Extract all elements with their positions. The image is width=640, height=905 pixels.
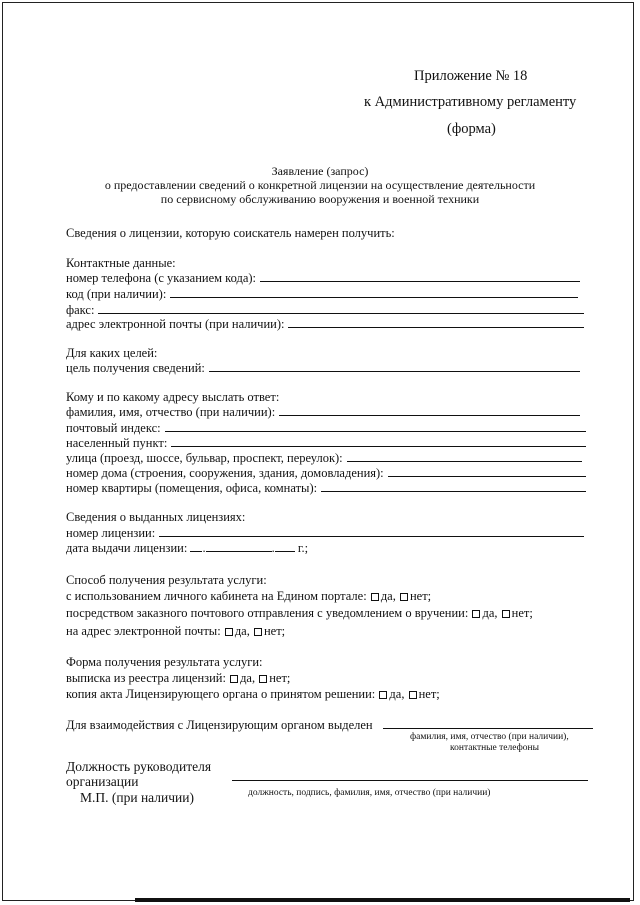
date-month-field[interactable] — [206, 540, 272, 552]
method-email-row — [66, 624, 285, 638]
fax-field[interactable] — [98, 302, 584, 314]
house-label: номер дома (строения, сооружения, здания, домовладения): — [66, 466, 384, 480]
email-no-label: нет; — [263, 624, 286, 638]
title-line-1: Заявление (запрос) — [271, 164, 369, 178]
fio-label: фамилия, имя, отчество (при наличии): — [66, 405, 276, 419]
postcode-label: почтовый индекс: — [66, 421, 161, 435]
year-suffix: г.; — [297, 541, 309, 555]
street-label: улица (проезд, шоссе, бульвар, проспект, переулок): — [66, 451, 343, 465]
fio-row — [66, 404, 580, 419]
license-number-label: номер лицензии: — [66, 526, 156, 540]
goal-row — [66, 360, 580, 375]
regulation-reference: к Административному регламенту — [364, 94, 577, 110]
method-portal-label: с использованием личного кабинета на Едином портале: — [66, 589, 367, 603]
apartment-label: номер квартиры (помещения, офиса, комнаты): — [66, 481, 318, 495]
scan-edge-bar — [135, 898, 630, 902]
mail-no-label: нет; — [511, 606, 533, 620]
form-result-heading: Форма получения результата услуги: — [66, 655, 263, 669]
interaction-caption-2: контактные телефоны — [450, 743, 539, 753]
date-year-field[interactable] — [275, 540, 295, 552]
street-field[interactable] — [347, 450, 582, 462]
license-number-row — [66, 525, 584, 540]
apartment-field[interactable] — [321, 480, 586, 492]
code-field[interactable] — [170, 286, 578, 298]
email-no-checkbox[interactable] — [254, 628, 262, 636]
position-label-1: Должность руководителя — [66, 759, 212, 774]
fax-label: факс: — [66, 303, 95, 317]
email-yes-checkbox[interactable] — [225, 628, 233, 636]
issued-heading: Сведения о выданных лицензиях: — [66, 510, 246, 524]
copy-no-checkbox[interactable] — [409, 691, 417, 699]
apartment-row — [66, 480, 586, 495]
extract-no-label: нет; — [269, 671, 291, 685]
email-yes-label: да, — [234, 624, 250, 638]
goal-label: цель получения сведений: — [66, 361, 205, 375]
copy-row — [66, 687, 440, 701]
signature-caption: должность, подпись, фамилия, имя, отчество (при наличии) — [248, 788, 491, 798]
code-row — [66, 286, 578, 301]
signature-field[interactable] — [232, 769, 588, 781]
recipient-heading: Кому и по какому адресу выслать ответ: — [66, 390, 280, 404]
house-row — [66, 465, 586, 480]
interaction-label: Для взаимодействия с Лицензирующим органом выделен — [66, 718, 373, 732]
method-portal-row — [66, 589, 431, 603]
mail-yes-label: да, — [482, 606, 498, 620]
form-label: (форма) — [447, 121, 496, 137]
title-line-2: о предоставлении сведений о конкретной лицензии на осуществление деятельности — [104, 178, 536, 192]
code-label: код (при наличии): — [66, 287, 167, 301]
postcode-row — [66, 420, 586, 435]
portal-yes-label: да, — [380, 589, 396, 603]
copy-no-label: нет; — [418, 687, 440, 701]
portal-no-checkbox[interactable] — [400, 593, 408, 601]
copy-yes-label: да, — [389, 687, 405, 701]
interaction-field[interactable] — [383, 717, 593, 729]
portal-no-label: нет; — [409, 589, 432, 603]
locality-field[interactable] — [171, 435, 586, 447]
method-email-label: на адрес электронной почты: — [66, 624, 221, 638]
date-day-field[interactable] — [190, 540, 202, 552]
method-mail-row — [66, 606, 533, 620]
email-field[interactable] — [288, 316, 584, 328]
street-row — [66, 450, 582, 465]
email-row — [66, 316, 584, 331]
mail-no-checkbox[interactable] — [502, 610, 510, 618]
locality-label: населенный пункт: — [66, 436, 168, 450]
copy-yes-checkbox[interactable] — [379, 691, 387, 699]
extract-yes-checkbox[interactable] — [230, 675, 238, 683]
contacts-heading: Контактные данные: — [66, 256, 176, 270]
position-label-2: организации — [66, 774, 139, 789]
extract-yes-label: да, — [240, 671, 256, 685]
extract-row — [66, 671, 290, 685]
house-field[interactable] — [388, 465, 586, 477]
email-label: адрес электронной почты (при наличии): — [66, 317, 285, 331]
license-date-row: дата выдачи лицензии: . . г.; — [66, 541, 309, 555]
phone-label: номер телефона (с указанием кода): — [66, 271, 257, 285]
goal-field[interactable] — [209, 360, 580, 372]
appendix-number: Приложение № 18 — [414, 68, 528, 84]
method-heading: Способ получения результата услуги: — [66, 573, 267, 587]
phone-row — [66, 270, 580, 285]
extract-label: выписка из реестра лицензий: — [66, 671, 226, 685]
phone-field[interactable] — [260, 270, 580, 282]
postcode-field[interactable] — [165, 420, 586, 432]
stamp-label: М.П. (при наличии) — [80, 790, 194, 805]
locality-row — [66, 435, 586, 450]
extract-no-checkbox[interactable] — [259, 675, 267, 683]
mail-yes-checkbox[interactable] — [472, 610, 480, 618]
license-date-label: дата выдачи лицензии: — [66, 541, 188, 555]
license-number-field[interactable] — [159, 525, 584, 537]
title-line-3: по сервисному обслуживанию вооружения и военной техники — [160, 192, 480, 206]
copy-label: копия акта Лицензирующего органа о принятом решении: — [66, 687, 376, 701]
fax-row — [66, 302, 584, 317]
license-info-label: Сведения о лицензии, которую соискатель намерен получить: — [66, 226, 395, 240]
fio-field[interactable] — [279, 404, 580, 416]
method-mail-label: посредством заказного почтового отправления с уведомлением о вручении: — [66, 606, 469, 620]
interaction-caption-1: фамилия, имя, отчество (при наличии), — [410, 732, 569, 742]
portal-yes-checkbox[interactable] — [371, 593, 379, 601]
purpose-heading: Для каких целей: — [66, 346, 158, 360]
